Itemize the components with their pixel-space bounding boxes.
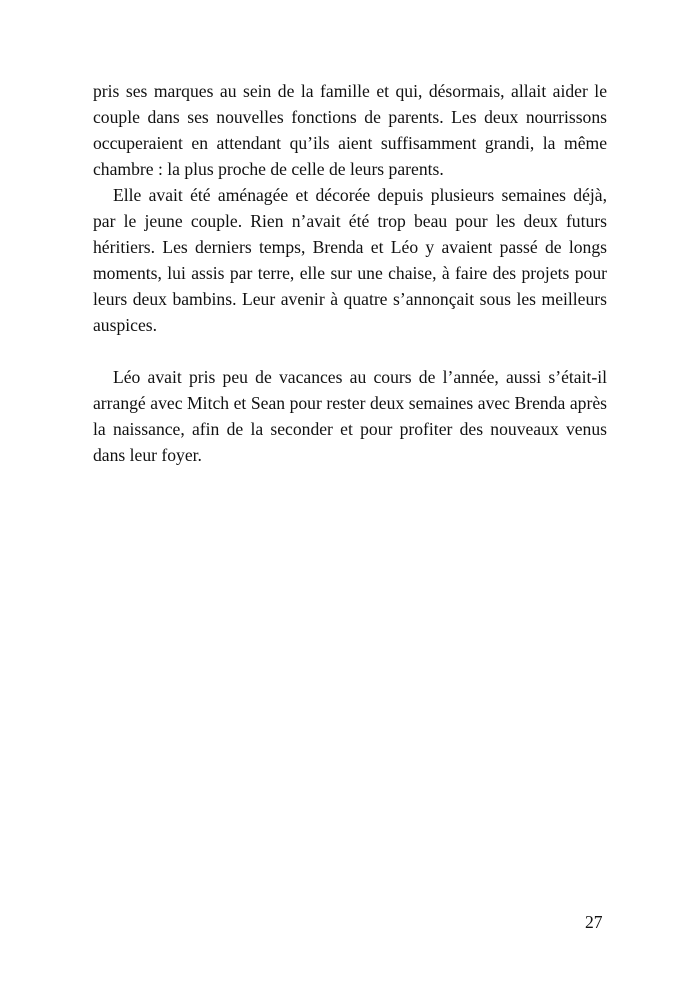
paragraph-2: Elle avait été aménagée et décorée depuis plusieurs semaines déjà, par le jeune couple. Rien n’avait été trop beau pour les deux futurs héritiers. Les derniers temps, Brenda et Léo y avaient passé de longs moments, lui assis par terre, elle sur une chaise, à faire des projets pour leurs deux bambins. Leur avenir à quatre s’annonçait sous les meilleurs auspices. <box>93 185 607 335</box>
paragraph-1: pris ses marques au sein de la famille et qui, désormais, allait aider le couple dans ses nouvelles fonctions de parents. Les deux nourrissons occuperaient en attendant qu’ils aient suffisamment grandi, la même chambre : la plus proche de celle de leurs parents. <box>93 81 607 179</box>
page-number: 27 <box>585 912 603 932</box>
page-body <box>93 78 607 468</box>
paragraph-3: Léo avait pris peu de vacances au cours de l’année, aussi s’était-il arrangé avec Mitch et Sean pour rester deux semaines avec Brenda après la naissance, afin de la seconder et pour profiter des nouveaux venus dans leur foyer. <box>93 367 607 465</box>
